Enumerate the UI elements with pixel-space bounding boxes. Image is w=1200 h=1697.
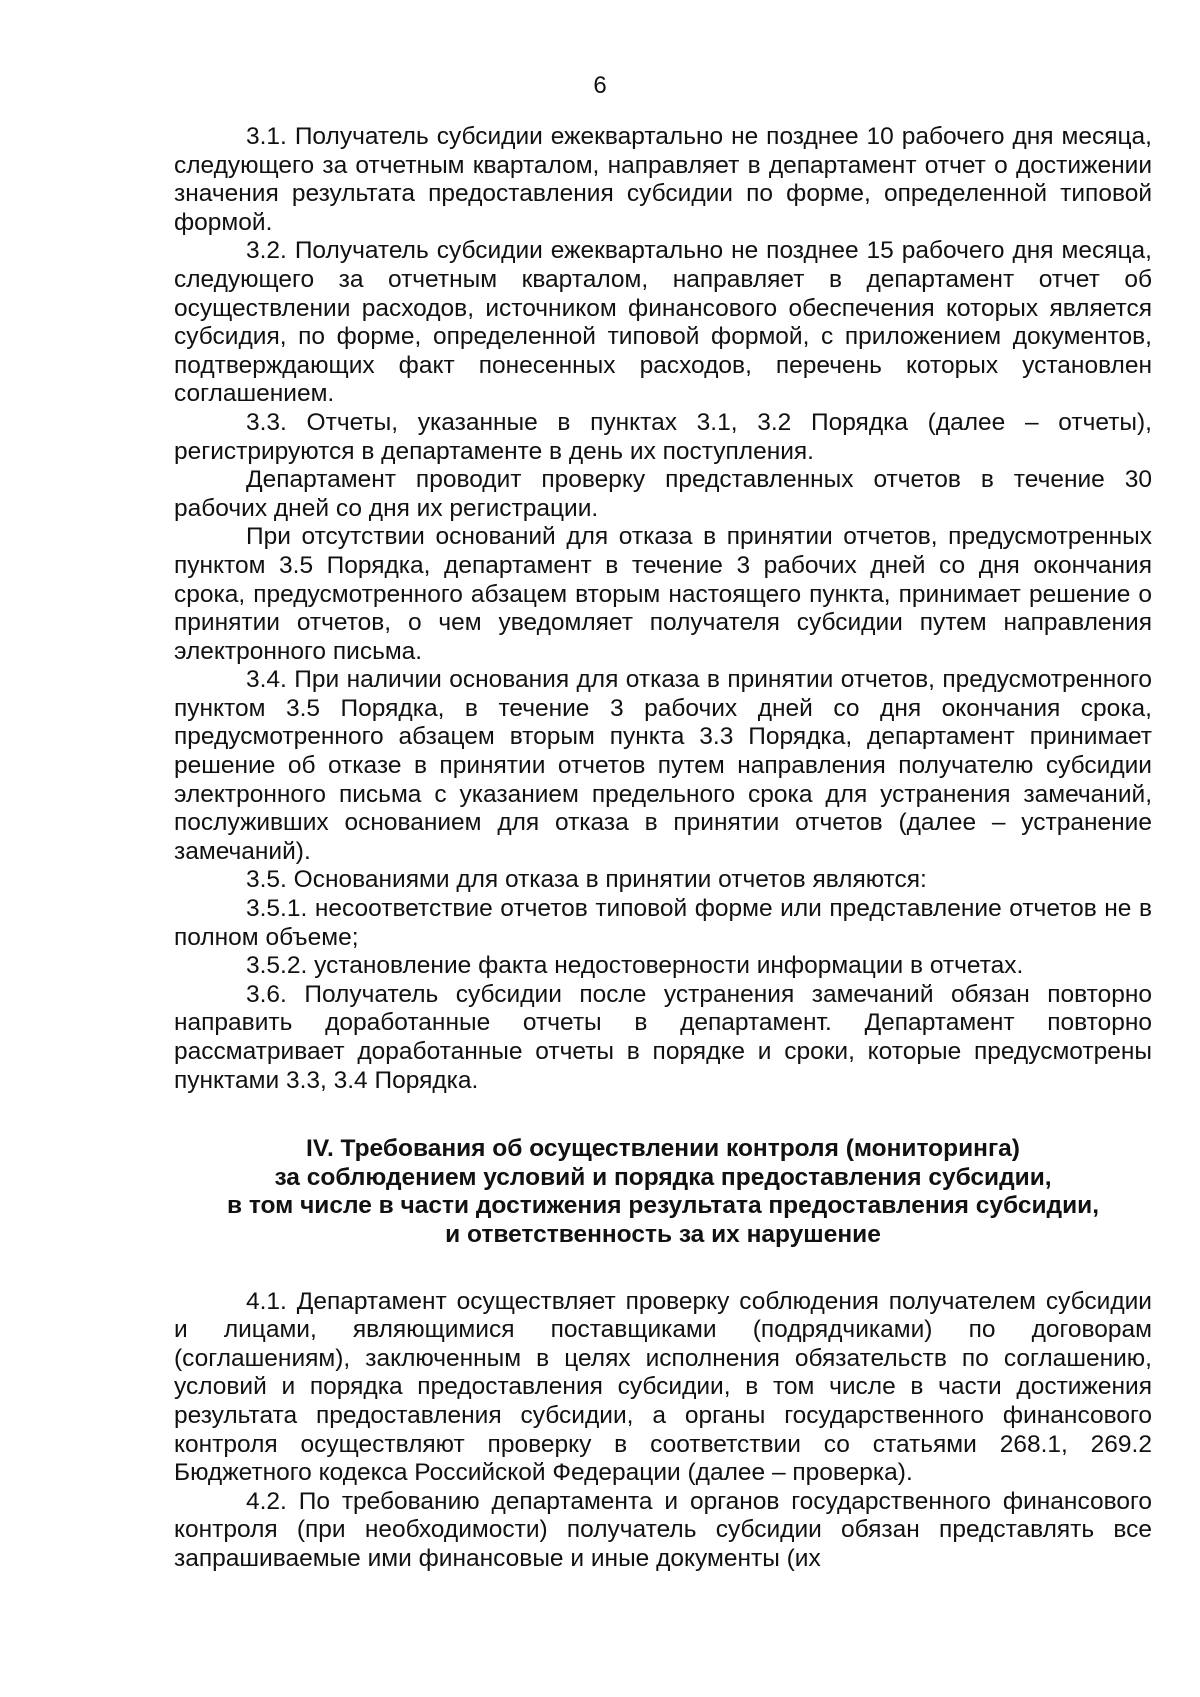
paragraph-3-3-review: Департамент проводит проверку представленных отчетов в течение 30 рабочих дней со дня их регистрации. — [174, 466, 1152, 522]
paragraph-3-2: 3.2. Получатель субсидии ежеквартально не позднее 15 рабочего дня месяца, следующего за отчетным кварталом, направляет в департамент отчет об осуществлении расходов, источником финансового обеспечения которых является субсидия, по форме, определенной типовой формой, с приложением документов, подтверждающих факт понесенных расходов, перечень которых установлен соглашением. — [174, 237, 1152, 408]
paragraph-3-6: 3.6. Получатель субсидии после устранения замечаний обязан повторно направить доработанные отчеты в департамент. Департамент повторно рассматривает доработанные отчеты в порядке и сроки, которые предусмотрены пунктами 3.3, 3.4 Порядка. — [174, 980, 1152, 1094]
paragraph-4-1: 4.1. Департамент осуществляет проверку соблюдения получателем субсидии и лицами, являющимися поставщиками (подрядчиками) по договорам (соглашениям), заключенным в целях исполнения обязательств по соглашению, условий и порядка предоставления субсидии, в том числе в части достижения результата предоставления субсидии, а органы государственного финансового контроля осуществляют проверку в соответствии со статьями 268.1, 269.2 Бюджетного кодекса Российской Федерации (далее – проверка). — [174, 1287, 1152, 1487]
section-heading — [174, 1135, 1152, 1249]
paragraph-3-5-2: 3.5.2. установление факта недостоверности информации в отчетах. — [246, 952, 1024, 980]
paragraph-3-3-acceptance: При отсутствии оснований для отказа в принятии отчетов, предусмотренных пунктом 3.5 Порядка, департамент в течение 3 рабочих дней со дня окончания срока, предусмотренного абзацем вторым настоящего пункта, принимает решение о принятии отчетов, о чем уведомляет получателя субсидии путем направления электронного письма. — [174, 523, 1152, 665]
paragraph-3-1: 3.1. Получатель субсидии ежеквартально не позднее 10 рабочего дня месяца, следующего за отчетным кварталом, направляет в департамент отчет о достижении значения результата предоставления субсидии по форме, определенной типовой формой. — [174, 123, 1152, 236]
paragraph-3-5: 3.5. Основаниями для отказа в принятии отчетов являются: — [246, 866, 927, 894]
paragraph-3-4: 3.4. При наличии основания для отказа в принятии отчетов, предусмотренного пунктом 3.5 Порядка, в течение 3 рабочих дней со дня окончания срока, предусмотренного абзацем вторым пункта 3.3 Порядка, департамент принимает решение об отказе в принятии отчетов путем направления получателю субсидии электронного письма с указанием предельного срока для устранения замечаний, послуживших основанием для отказа в принятии отчетов (далее – устранение замечаний). — [174, 666, 1152, 865]
section-heading-line: в том числе в части достижения результата предоставления субсидии, — [226, 1192, 1100, 1220]
document-body — [174, 123, 1152, 1574]
paragraph-3-3: 3.3. Отчеты, указанные в пунктах 3.1, 3.2 Порядка (далее – отчеты), регистрируются в департаменте в день их поступления. — [174, 408, 1152, 465]
section-heading-line: и ответственность за их нарушение — [445, 1220, 881, 1248]
paragraph-3-5-1: 3.5.1. несоответствие отчетов типовой форме или представление отчетов не в полном объеме; — [174, 895, 1152, 951]
section-heading-line: IV. Требования об осуществлении контроля (мониторинга) — [306, 1135, 1020, 1163]
section-heading-line: за соблюдением условий и порядка предоставления субсидии, — [274, 1163, 1052, 1191]
page-number: 6 — [593, 72, 607, 99]
paragraph-4-2: 4.2. По требованию департамента и органов государственного финансового контроля (при необходимости) получатель субсидии обязан представлять все запрашиваемые ими финансовые и иные документы (их — [174, 1487, 1152, 1572]
